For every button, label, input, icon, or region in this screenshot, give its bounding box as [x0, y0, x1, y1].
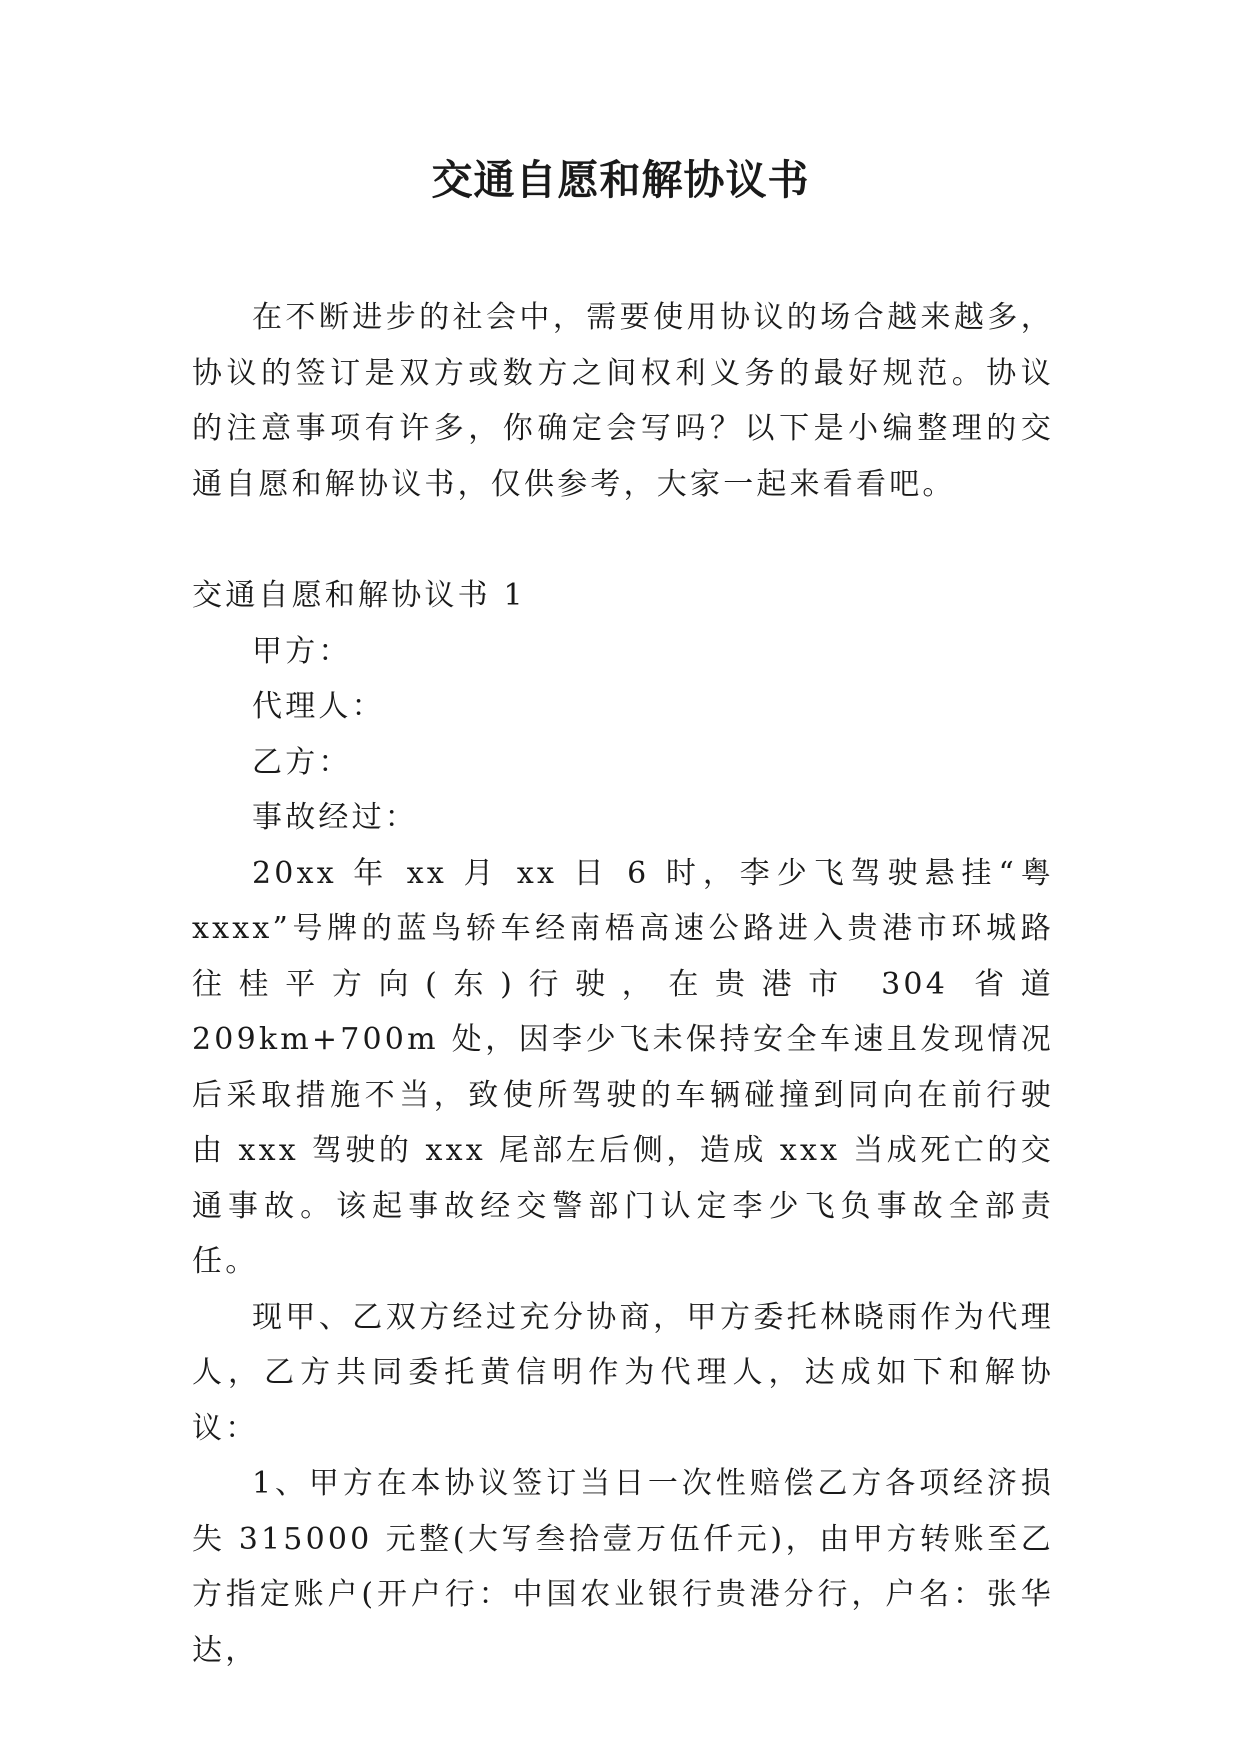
agent-line: 代理人：: [252, 689, 385, 724]
document-body: [192, 290, 1054, 1678]
party-a-line: 甲方：: [252, 633, 352, 669]
party-b-line: 乙方：: [252, 744, 352, 780]
intro-paragraph: 在不断进步的社会中，需要使用协议的场合越来越多，协议的签订是双方或数方之间权利义务的最好规范。协议的注意事项有许多，你确定会写吗？以下是小编整理的交通自愿和解协议书，仅供参考，大家一起来看看吧。: [192, 300, 1054, 502]
accident-label: 事故经过：: [252, 800, 418, 835]
negotiation-paragraph: 现甲、乙双方经过充分协商，甲方委托林晓雨作为代理人，乙方共同委托黄信明作为代理人，达成如下和解协议：: [192, 1299, 1054, 1446]
clause-1: 1、甲方在本协议签订当日一次性赔偿乙方各项经济损失 315000 元整(大写叁拾壹万伍仟元)，由甲方转账至乙方指定账户(开户行：中国农业银行贵港分行，户名：张华达，: [192, 1466, 1054, 1668]
document-title: 交通自愿和解协议书: [431, 156, 810, 204]
section-heading: 交通自愿和解协议书 1: [192, 578, 526, 613]
accident-description: 20xx 年 xx 月 xx 日 6 时，李少飞驾驶悬挂“粤 xxxx”号牌的蓝鸟轿车经南梧高速公路进入贵港市环城路往桂平方向(东)行驶，在贵港市 304 省道 209km+700m 处，因李少飞未保持安全车速且发现情况后采取措施不当，致使所驾驶的车辆碰撞到同向在前行驶由 xxx 驾驶的 xxx 尾部左后侧，造成 xxx 当成死亡的交通事故。该起事故经交警部门认定李少飞负事故全部责任。: [192, 855, 1054, 1279]
